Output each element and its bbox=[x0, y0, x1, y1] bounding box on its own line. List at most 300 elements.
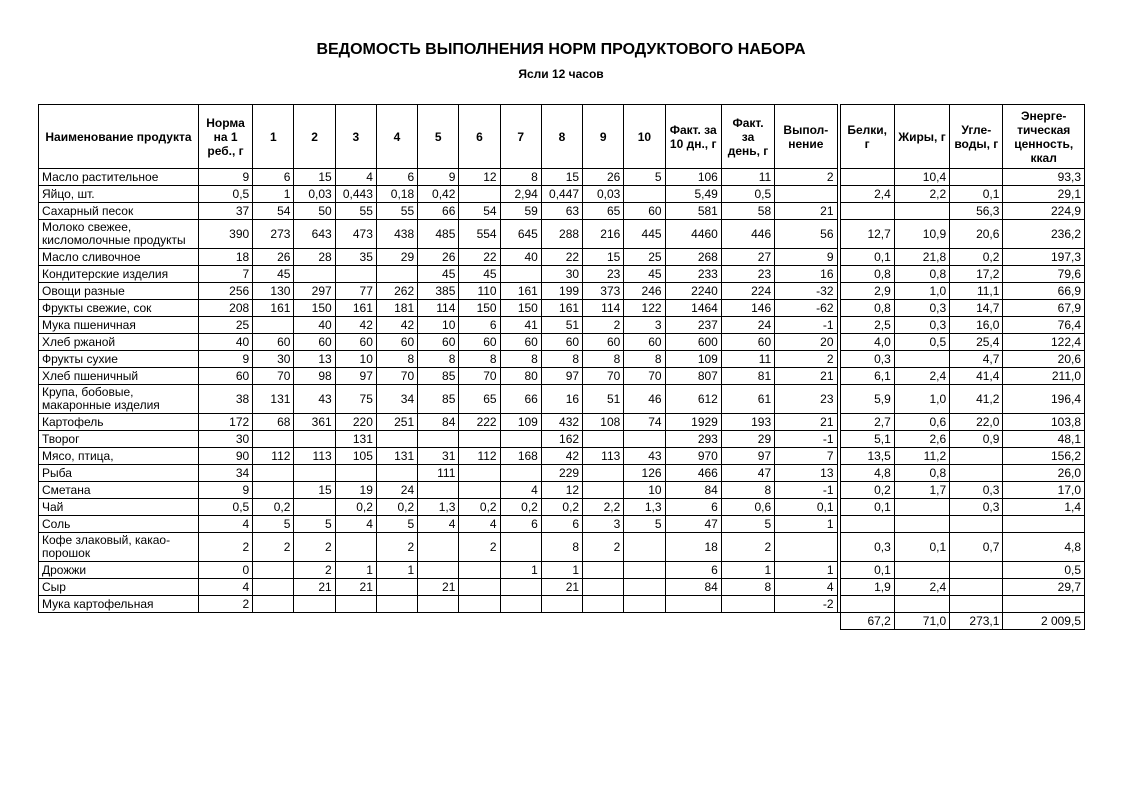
fat-value: 1,7 bbox=[894, 482, 949, 499]
product-name: Сахарный песок bbox=[39, 203, 199, 220]
total-fat: 71,0 bbox=[894, 613, 949, 630]
day-value: 42 bbox=[376, 317, 417, 334]
day-value: 0,03 bbox=[294, 186, 335, 203]
energy-value: 1,4 bbox=[1003, 499, 1085, 516]
day-value: 70 bbox=[624, 368, 665, 385]
day-value: 60 bbox=[253, 334, 294, 351]
day-value: 161 bbox=[500, 283, 541, 300]
day-value: 45 bbox=[459, 266, 500, 283]
day-value: 8 bbox=[541, 351, 582, 368]
day-value: 80 bbox=[500, 368, 541, 385]
day-value bbox=[459, 482, 500, 499]
norm-value: 4 bbox=[198, 516, 252, 533]
day-value: 5 bbox=[624, 169, 665, 186]
carbs-value: 4,7 bbox=[950, 351, 1003, 368]
day-value: 97 bbox=[541, 368, 582, 385]
day-value bbox=[253, 465, 294, 482]
product-name: Сметана bbox=[39, 482, 199, 499]
protein-value bbox=[840, 203, 894, 220]
energy-value: 0,5 bbox=[1003, 562, 1085, 579]
day-value: 13 bbox=[294, 351, 335, 368]
total-energy: 2 009,5 bbox=[1003, 613, 1085, 630]
day-value: 8 bbox=[459, 351, 500, 368]
protein-value: 0,3 bbox=[840, 351, 894, 368]
carbs-value: 0,1 bbox=[950, 186, 1003, 203]
norm-value: 0,5 bbox=[198, 499, 252, 516]
day-value: 26 bbox=[253, 249, 294, 266]
header-day: 5 bbox=[418, 105, 459, 169]
day-value: 113 bbox=[583, 448, 624, 465]
fact-day-value: 5 bbox=[721, 516, 774, 533]
day-value: 45 bbox=[418, 266, 459, 283]
energy-value: 122,4 bbox=[1003, 334, 1085, 351]
day-value: 361 bbox=[294, 414, 335, 431]
energy-value: 20,6 bbox=[1003, 351, 1085, 368]
day-value: 55 bbox=[376, 203, 417, 220]
energy-value: 76,4 bbox=[1003, 317, 1085, 334]
day-value: 2 bbox=[376, 533, 417, 562]
day-value: 114 bbox=[583, 300, 624, 317]
energy-value: 66,9 bbox=[1003, 283, 1085, 300]
day-value: 22 bbox=[459, 249, 500, 266]
day-value: 112 bbox=[253, 448, 294, 465]
day-value: 8 bbox=[541, 533, 582, 562]
day-value: 4 bbox=[500, 482, 541, 499]
execution-value: 23 bbox=[775, 385, 837, 414]
day-value: 60 bbox=[624, 203, 665, 220]
day-value: 21 bbox=[294, 579, 335, 596]
day-value: 8 bbox=[418, 351, 459, 368]
day-value: 0,2 bbox=[541, 499, 582, 516]
execution-value: -32 bbox=[775, 283, 837, 300]
day-value bbox=[500, 431, 541, 448]
fact-day-value: 193 bbox=[721, 414, 774, 431]
day-value: 108 bbox=[583, 414, 624, 431]
energy-value: 156,2 bbox=[1003, 448, 1085, 465]
product-name: Сыр bbox=[39, 579, 199, 596]
norm-value: 0 bbox=[198, 562, 252, 579]
day-value: 4 bbox=[335, 516, 376, 533]
day-value: 2 bbox=[459, 533, 500, 562]
day-value: 0,18 bbox=[376, 186, 417, 203]
day-value: 15 bbox=[294, 482, 335, 499]
day-value bbox=[459, 431, 500, 448]
fat-value bbox=[894, 562, 949, 579]
day-value: 168 bbox=[500, 448, 541, 465]
protein-value: 4,0 bbox=[840, 334, 894, 351]
header-day: 6 bbox=[459, 105, 500, 169]
norm-value: 0,5 bbox=[198, 186, 252, 203]
product-name: Молоко свежее, кисломолочные продукты bbox=[39, 220, 199, 249]
day-value: 2 bbox=[583, 317, 624, 334]
fat-value: 10,4 bbox=[894, 169, 949, 186]
protein-value: 2,9 bbox=[840, 283, 894, 300]
day-value: 0,2 bbox=[253, 499, 294, 516]
day-value bbox=[459, 596, 500, 613]
fact-10-value: 84 bbox=[665, 482, 721, 499]
day-value: 60 bbox=[335, 334, 376, 351]
carbs-value: 41,4 bbox=[950, 368, 1003, 385]
norm-value: 9 bbox=[198, 351, 252, 368]
fat-value: 0,3 bbox=[894, 317, 949, 334]
protein-value: 2,5 bbox=[840, 317, 894, 334]
day-value: 25 bbox=[624, 249, 665, 266]
day-value: 5 bbox=[253, 516, 294, 533]
document-subtitle: Ясли 12 часов bbox=[518, 67, 604, 81]
day-value: 112 bbox=[459, 448, 500, 465]
execution-value: -1 bbox=[775, 317, 837, 334]
table-row bbox=[39, 533, 1085, 562]
table-header-row bbox=[39, 105, 1085, 169]
fact-day-value: 1 bbox=[721, 562, 774, 579]
day-value: 70 bbox=[376, 368, 417, 385]
day-value: 10 bbox=[624, 482, 665, 499]
day-value: 60 bbox=[376, 334, 417, 351]
fat-value: 2,4 bbox=[894, 579, 949, 596]
execution-value: 13 bbox=[775, 465, 837, 482]
day-value: 29 bbox=[376, 249, 417, 266]
table-row bbox=[39, 203, 1085, 220]
day-value bbox=[294, 596, 335, 613]
day-value bbox=[624, 579, 665, 596]
fat-value: 11,2 bbox=[894, 448, 949, 465]
carbs-value: 11,1 bbox=[950, 283, 1003, 300]
day-value: 385 bbox=[418, 283, 459, 300]
day-value: 105 bbox=[335, 448, 376, 465]
execution-value: 16 bbox=[775, 266, 837, 283]
fact-day-value bbox=[721, 596, 774, 613]
day-value: 12 bbox=[541, 482, 582, 499]
day-value: 288 bbox=[541, 220, 582, 249]
product-name: Творог bbox=[39, 431, 199, 448]
day-value: 273 bbox=[253, 220, 294, 249]
execution-value: -62 bbox=[775, 300, 837, 317]
day-value bbox=[541, 596, 582, 613]
energy-value: 4,8 bbox=[1003, 533, 1085, 562]
day-value bbox=[418, 596, 459, 613]
totals-spacer bbox=[39, 613, 841, 630]
day-value: 0,2 bbox=[335, 499, 376, 516]
protein-value: 0,8 bbox=[840, 266, 894, 283]
table-row bbox=[39, 448, 1085, 465]
day-value: 126 bbox=[624, 465, 665, 482]
header-fact-day: Факт. за день, г bbox=[721, 105, 774, 169]
day-value: 0,2 bbox=[500, 499, 541, 516]
day-value: 262 bbox=[376, 283, 417, 300]
day-value: 6 bbox=[459, 317, 500, 334]
fact-10-value: 237 bbox=[665, 317, 721, 334]
day-value bbox=[376, 431, 417, 448]
fact-10-value: 109 bbox=[665, 351, 721, 368]
day-value: 60 bbox=[418, 334, 459, 351]
product-name: Мука пшеничная bbox=[39, 317, 199, 334]
fact-day-value: 11 bbox=[721, 351, 774, 368]
day-value bbox=[583, 562, 624, 579]
day-value: 0,03 bbox=[583, 186, 624, 203]
day-value: 70 bbox=[459, 368, 500, 385]
header-name: Наименование продукта bbox=[39, 105, 199, 169]
execution-value: 1 bbox=[775, 516, 837, 533]
day-value: 26 bbox=[583, 169, 624, 186]
header-day: 7 bbox=[500, 105, 541, 169]
day-value: 199 bbox=[541, 283, 582, 300]
header-execution: Выпол-нение bbox=[775, 105, 837, 169]
day-value bbox=[500, 266, 541, 283]
day-value: 246 bbox=[624, 283, 665, 300]
day-value: 75 bbox=[335, 385, 376, 414]
table-row bbox=[39, 579, 1085, 596]
day-value: 8 bbox=[376, 351, 417, 368]
table-row bbox=[39, 220, 1085, 249]
day-value: 21 bbox=[335, 579, 376, 596]
norm-value: 390 bbox=[198, 220, 252, 249]
day-value bbox=[294, 266, 335, 283]
table-row bbox=[39, 499, 1085, 516]
execution-value: 4 bbox=[775, 579, 837, 596]
day-value: 22 bbox=[541, 249, 582, 266]
day-value: 50 bbox=[294, 203, 335, 220]
day-value: 2,94 bbox=[500, 186, 541, 203]
day-value: 54 bbox=[459, 203, 500, 220]
day-value: 1 bbox=[541, 562, 582, 579]
fact-day-value: 146 bbox=[721, 300, 774, 317]
table-row bbox=[39, 249, 1085, 266]
day-value: 41 bbox=[500, 317, 541, 334]
fact-10-value: 268 bbox=[665, 249, 721, 266]
fact-day-value: 0,6 bbox=[721, 499, 774, 516]
day-value: 51 bbox=[583, 385, 624, 414]
norm-value: 90 bbox=[198, 448, 252, 465]
table-row bbox=[39, 414, 1085, 431]
fat-value: 2,2 bbox=[894, 186, 949, 203]
fact-day-value: 24 bbox=[721, 317, 774, 334]
protein-value: 0,8 bbox=[840, 300, 894, 317]
table-row bbox=[39, 596, 1085, 613]
protein-value: 0,1 bbox=[840, 499, 894, 516]
energy-value: 197,3 bbox=[1003, 249, 1085, 266]
protein-value: 5,1 bbox=[840, 431, 894, 448]
day-value bbox=[583, 579, 624, 596]
day-value: 8 bbox=[500, 351, 541, 368]
day-value: 3 bbox=[583, 516, 624, 533]
day-value: 8 bbox=[500, 169, 541, 186]
fact-day-value: 61 bbox=[721, 385, 774, 414]
day-value: 10 bbox=[335, 351, 376, 368]
day-value bbox=[500, 596, 541, 613]
day-value: 85 bbox=[418, 385, 459, 414]
day-value bbox=[500, 533, 541, 562]
table-row bbox=[39, 169, 1085, 186]
fact-10-value: 84 bbox=[665, 579, 721, 596]
fat-value: 1,0 bbox=[894, 283, 949, 300]
day-value: 42 bbox=[541, 448, 582, 465]
energy-value: 29,7 bbox=[1003, 579, 1085, 596]
day-value: 2,2 bbox=[583, 499, 624, 516]
day-value: 181 bbox=[376, 300, 417, 317]
day-value: 10 bbox=[418, 317, 459, 334]
day-value: 216 bbox=[583, 220, 624, 249]
product-name: Дрожжи bbox=[39, 562, 199, 579]
day-value: 1,3 bbox=[418, 499, 459, 516]
protein-value: 6,1 bbox=[840, 368, 894, 385]
day-value bbox=[253, 579, 294, 596]
fact-10-value: 466 bbox=[665, 465, 721, 482]
product-name: Мясо, птица, bbox=[39, 448, 199, 465]
execution-value: 7 bbox=[775, 448, 837, 465]
day-value: 66 bbox=[500, 385, 541, 414]
day-value bbox=[583, 465, 624, 482]
fact-10-value: 600 bbox=[665, 334, 721, 351]
day-value bbox=[583, 596, 624, 613]
fat-value bbox=[894, 596, 949, 613]
day-value bbox=[335, 266, 376, 283]
protein-value: 5,9 bbox=[840, 385, 894, 414]
norm-value: 34 bbox=[198, 465, 252, 482]
day-value bbox=[376, 596, 417, 613]
carbs-value bbox=[950, 596, 1003, 613]
table-row bbox=[39, 266, 1085, 283]
day-value bbox=[253, 431, 294, 448]
day-value: 6 bbox=[376, 169, 417, 186]
fact-10-value: 2240 bbox=[665, 283, 721, 300]
table-row bbox=[39, 482, 1085, 499]
day-value: 1 bbox=[376, 562, 417, 579]
carbs-value: 0,3 bbox=[950, 482, 1003, 499]
execution-value: 21 bbox=[775, 368, 837, 385]
fat-value: 0,3 bbox=[894, 300, 949, 317]
day-value: 60 bbox=[541, 334, 582, 351]
day-value: 150 bbox=[459, 300, 500, 317]
day-value: 12 bbox=[459, 169, 500, 186]
execution-value bbox=[775, 186, 837, 203]
energy-value: 48,1 bbox=[1003, 431, 1085, 448]
energy-value: 79,6 bbox=[1003, 266, 1085, 283]
norm-value: 37 bbox=[198, 203, 252, 220]
header-day: 4 bbox=[376, 105, 417, 169]
day-value bbox=[253, 562, 294, 579]
carbs-value bbox=[950, 562, 1003, 579]
energy-value: 17,0 bbox=[1003, 482, 1085, 499]
day-value: 60 bbox=[583, 334, 624, 351]
day-value: 643 bbox=[294, 220, 335, 249]
day-value: 130 bbox=[253, 283, 294, 300]
day-value: 74 bbox=[624, 414, 665, 431]
product-name: Кондитерские изделия bbox=[39, 266, 199, 283]
day-value: 2 bbox=[294, 533, 335, 562]
day-value: 161 bbox=[335, 300, 376, 317]
day-value: 30 bbox=[253, 351, 294, 368]
table-row bbox=[39, 334, 1085, 351]
day-value: 6 bbox=[253, 169, 294, 186]
fact-10-value: 233 bbox=[665, 266, 721, 283]
day-value: 63 bbox=[541, 203, 582, 220]
protein-value: 0,3 bbox=[840, 533, 894, 562]
fact-10-value: 581 bbox=[665, 203, 721, 220]
day-value: 70 bbox=[583, 368, 624, 385]
day-value: 6 bbox=[541, 516, 582, 533]
fat-value: 0,8 bbox=[894, 266, 949, 283]
day-value: 23 bbox=[583, 266, 624, 283]
product-name: Масло сливочное bbox=[39, 249, 199, 266]
execution-value: 2 bbox=[775, 169, 837, 186]
day-value: 122 bbox=[624, 300, 665, 317]
day-value: 0,443 bbox=[335, 186, 376, 203]
fact-day-value: 224 bbox=[721, 283, 774, 300]
day-value bbox=[500, 465, 541, 482]
product-name: Фрукты свежие, сок bbox=[39, 300, 199, 317]
day-value: 162 bbox=[541, 431, 582, 448]
day-value: 34 bbox=[376, 385, 417, 414]
carbs-value: 17,2 bbox=[950, 266, 1003, 283]
day-value: 220 bbox=[335, 414, 376, 431]
day-value: 109 bbox=[500, 414, 541, 431]
header-norm: Норма на 1 реб., г bbox=[198, 105, 252, 169]
day-value: 54 bbox=[253, 203, 294, 220]
total-carbs: 273,1 bbox=[950, 613, 1003, 630]
product-name: Овощи разные bbox=[39, 283, 199, 300]
day-value: 554 bbox=[459, 220, 500, 249]
norm-value: 2 bbox=[198, 596, 252, 613]
day-value: 373 bbox=[583, 283, 624, 300]
day-value: 28 bbox=[294, 249, 335, 266]
fat-value: 2,6 bbox=[894, 431, 949, 448]
day-value bbox=[335, 596, 376, 613]
day-value: 1,3 bbox=[624, 499, 665, 516]
fat-value: 0,6 bbox=[894, 414, 949, 431]
carbs-value bbox=[950, 579, 1003, 596]
day-value: 68 bbox=[253, 414, 294, 431]
norm-value: 256 bbox=[198, 283, 252, 300]
fact-10-value: 6 bbox=[665, 562, 721, 579]
carbs-value: 14,7 bbox=[950, 300, 1003, 317]
day-value bbox=[376, 579, 417, 596]
fat-value: 10,9 bbox=[894, 220, 949, 249]
day-value: 60 bbox=[624, 334, 665, 351]
execution-value: -1 bbox=[775, 431, 837, 448]
day-value: 0,2 bbox=[376, 499, 417, 516]
day-value: 40 bbox=[500, 249, 541, 266]
day-value bbox=[459, 579, 500, 596]
header-day: 10 bbox=[624, 105, 665, 169]
carbs-value: 41,2 bbox=[950, 385, 1003, 414]
protein-value: 2,7 bbox=[840, 414, 894, 431]
fact-day-value: 47 bbox=[721, 465, 774, 482]
fat-value: 0,8 bbox=[894, 465, 949, 482]
header-day: 8 bbox=[541, 105, 582, 169]
execution-value: 1 bbox=[775, 562, 837, 579]
day-value: 0,2 bbox=[459, 499, 500, 516]
carbs-value: 56,3 bbox=[950, 203, 1003, 220]
energy-value bbox=[1003, 596, 1085, 613]
day-value bbox=[335, 465, 376, 482]
day-value: 60 bbox=[500, 334, 541, 351]
fact-10-value: 18 bbox=[665, 533, 721, 562]
carbs-value: 0,3 bbox=[950, 499, 1003, 516]
day-value: 65 bbox=[459, 385, 500, 414]
day-value: 445 bbox=[624, 220, 665, 249]
day-value: 9 bbox=[418, 169, 459, 186]
carbs-value: 22,0 bbox=[950, 414, 1003, 431]
fact-day-value: 446 bbox=[721, 220, 774, 249]
header-day: 2 bbox=[294, 105, 335, 169]
total-protein: 67,2 bbox=[840, 613, 894, 630]
day-value bbox=[459, 186, 500, 203]
day-value: 229 bbox=[541, 465, 582, 482]
norm-value: 4 bbox=[198, 579, 252, 596]
carbs-value bbox=[950, 516, 1003, 533]
table-row bbox=[39, 465, 1085, 482]
day-value: 60 bbox=[294, 334, 335, 351]
